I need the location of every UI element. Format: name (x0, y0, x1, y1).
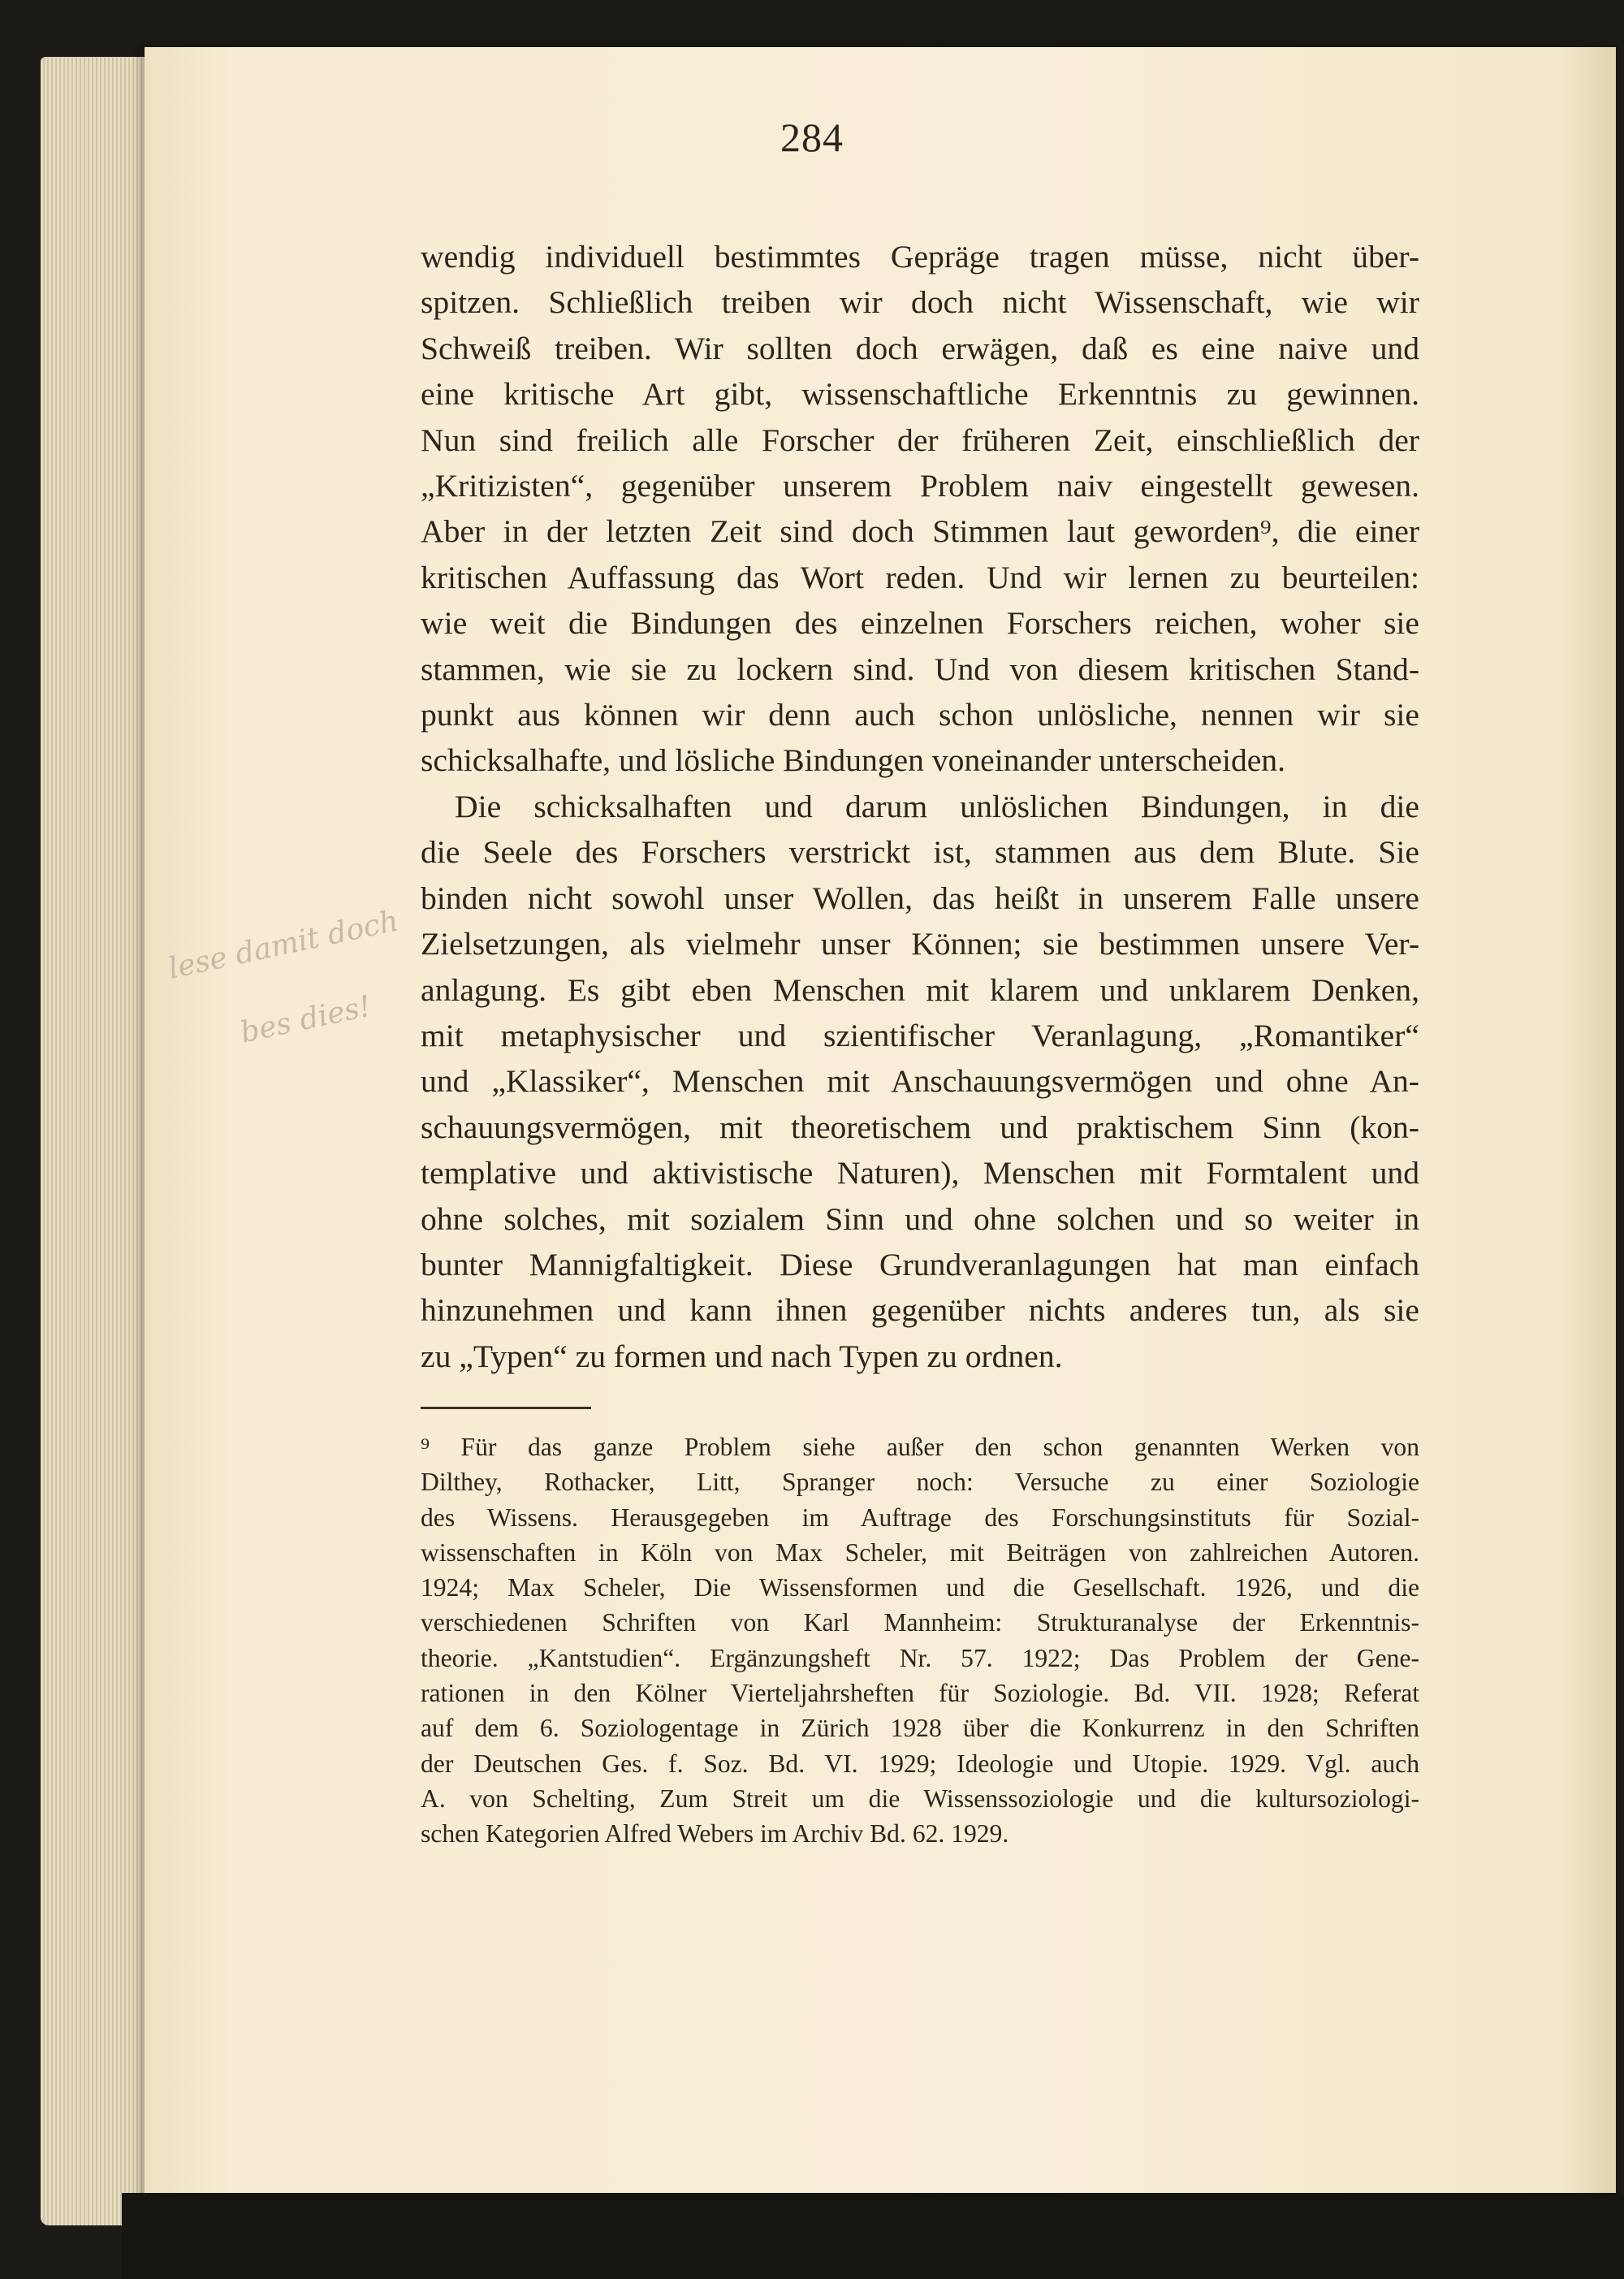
handwritten-marginalia (165, 904, 410, 1076)
footnote-line: A. von Schelting, Zum Streit um die Wissenssoziologie und die kultursoziologi- (421, 1784, 1419, 1813)
marginalia-line: bes dies! (237, 989, 374, 1050)
body-line: Schweiß treiben. Wir sollten doch erwägen, daß es eine naive und (421, 330, 1419, 366)
body-line: ohne solches, mit sozialem Sinn und ohne solchen und so weiter in (421, 1200, 1419, 1237)
footnote-line: wissenschaften in Köln von Max Scheler, mit Beiträgen von zahlreichen Autoren. (421, 1537, 1419, 1567)
scan-background-bottom (122, 2193, 1624, 2279)
footnote-line: auf dem 6. Soziologentage in Zürich 1928 über die Konkurrenz in den Schriften (421, 1714, 1419, 1743)
body-line: eine kritische Art gibt, wissenschaftliche Erkenntnis zu gewinnen. (421, 376, 1419, 413)
body-line: Aber in der letzten Zeit sind doch Stimmen laut geworden⁹, die einer (421, 513, 1419, 550)
body-line: die Seele des Forschers verstrickt ist, stammen aus dem Blute. Sie (421, 834, 1419, 871)
body-line: binden nicht sowohl unser Wollen, das heißt in unserem Falle unsere (421, 880, 1419, 916)
body-line: kritischen Auffassung das Wort reden. Und wir lernen zu beurteilen: (421, 559, 1419, 595)
body-line: zu „Typen“ zu formen und nach Typen zu ordnen. (421, 1338, 1063, 1374)
body-line: stammen, wie sie zu lockern sind. Und von diesem kritischen Stand- (421, 651, 1419, 687)
footnote-line: rationen in den Kölner Vierteljahrsheften für Soziologie. Bd. VII. 1928; Referat (421, 1679, 1419, 1708)
footnote-line: der Deutschen Ges. f. Soz. Bd. VI. 1929; Ideologie und Utopie. 1929. Vgl. auch (421, 1749, 1419, 1778)
footnote-line: verschiedenen Schriften von Karl Mannheim: Strukturanalyse der Erkenntnis- (421, 1608, 1419, 1637)
footnote-line: schen Kategorien Alfred Webers im Archiv Bd. 62. 1929. (421, 1819, 1009, 1849)
body-line: mit metaphysischer und szientifischer Veranlagung, „Romantiker“ (421, 1017, 1419, 1053)
footnote-line: des Wissens. Herausgegeben im Auftrage des Forschungsinstituts für Sozial- (421, 1503, 1419, 1532)
body-line: und „Klassiker“, Menschen mit Anschauungsvermögen und ohne An- (421, 1063, 1419, 1100)
body-line: schicksalhafte, und lösliche Bindungen voneinander unterscheiden. (421, 742, 1285, 779)
body-line: bunter Mannigfaltigkeit. Diese Grundveranlagungen hat man einfach (421, 1246, 1419, 1282)
footnote-line: Dilthey, Rothacker, Litt, Spranger noch: Versuche zu einer Soziologie (421, 1468, 1419, 1497)
body-line: spitzen. Schließlich treiben wir doch nicht Wissenschaft, wie wir (421, 284, 1419, 321)
body-line: „Kritizisten“, gegenüber unserem Problem naiv eingestellt gewesen. (421, 468, 1419, 504)
body-line: hinzunehmen und kann ihnen gegenüber nichts anderes tun, als sie (421, 1292, 1419, 1329)
body-line: wendig individuell bestimmtes Gepräge tragen müsse, nicht über- (421, 239, 1419, 275)
body-text (421, 234, 1419, 1379)
footnote-line: ⁹ Für das ganze Problem siehe außer den schon genannten Werken von (421, 1433, 1419, 1461)
body-line: punkt aus können wir denn auch schon unlösliche, nennen wir sie (421, 697, 1419, 733)
body-line: Zielsetzungen, als vielmehr unser Können; sie bestimmen unsere Ver- (421, 926, 1419, 962)
page-number: 284 (780, 115, 844, 160)
body-line: wie weit die Bindungen des einzelnen Forschers reichen, woher sie (421, 605, 1419, 642)
footnote-line: theorie. „Kantstudien“. Ergänzungsheft Nr. 57. 1922; Das Problem der Gene- (421, 1643, 1419, 1672)
body-line: Nun sind freilich alle Forscher der früheren Zeit, einschließlich der (421, 422, 1419, 458)
footnote (421, 1429, 1419, 1852)
footnote-divider (421, 1407, 591, 1409)
body-line: schauungsvermögen, mit theoretischem und praktischem Sinn (kon- (421, 1109, 1419, 1145)
body-line: templative und aktivistische Naturen), Menschen mit Formtalent und (421, 1155, 1419, 1191)
body-line: anlagung. Es gibt eben Menschen mit klarem und unklarem Denken, (421, 971, 1419, 1008)
body-line: Die schicksalhaften und darum unlöslichen Bindungen, in die (455, 788, 1419, 824)
footnote-line: 1924; Max Scheler, Die Wissensformen und die Gesellschaft. 1926, und die (421, 1573, 1419, 1602)
marginalia-line: lese damit doch (165, 904, 402, 986)
